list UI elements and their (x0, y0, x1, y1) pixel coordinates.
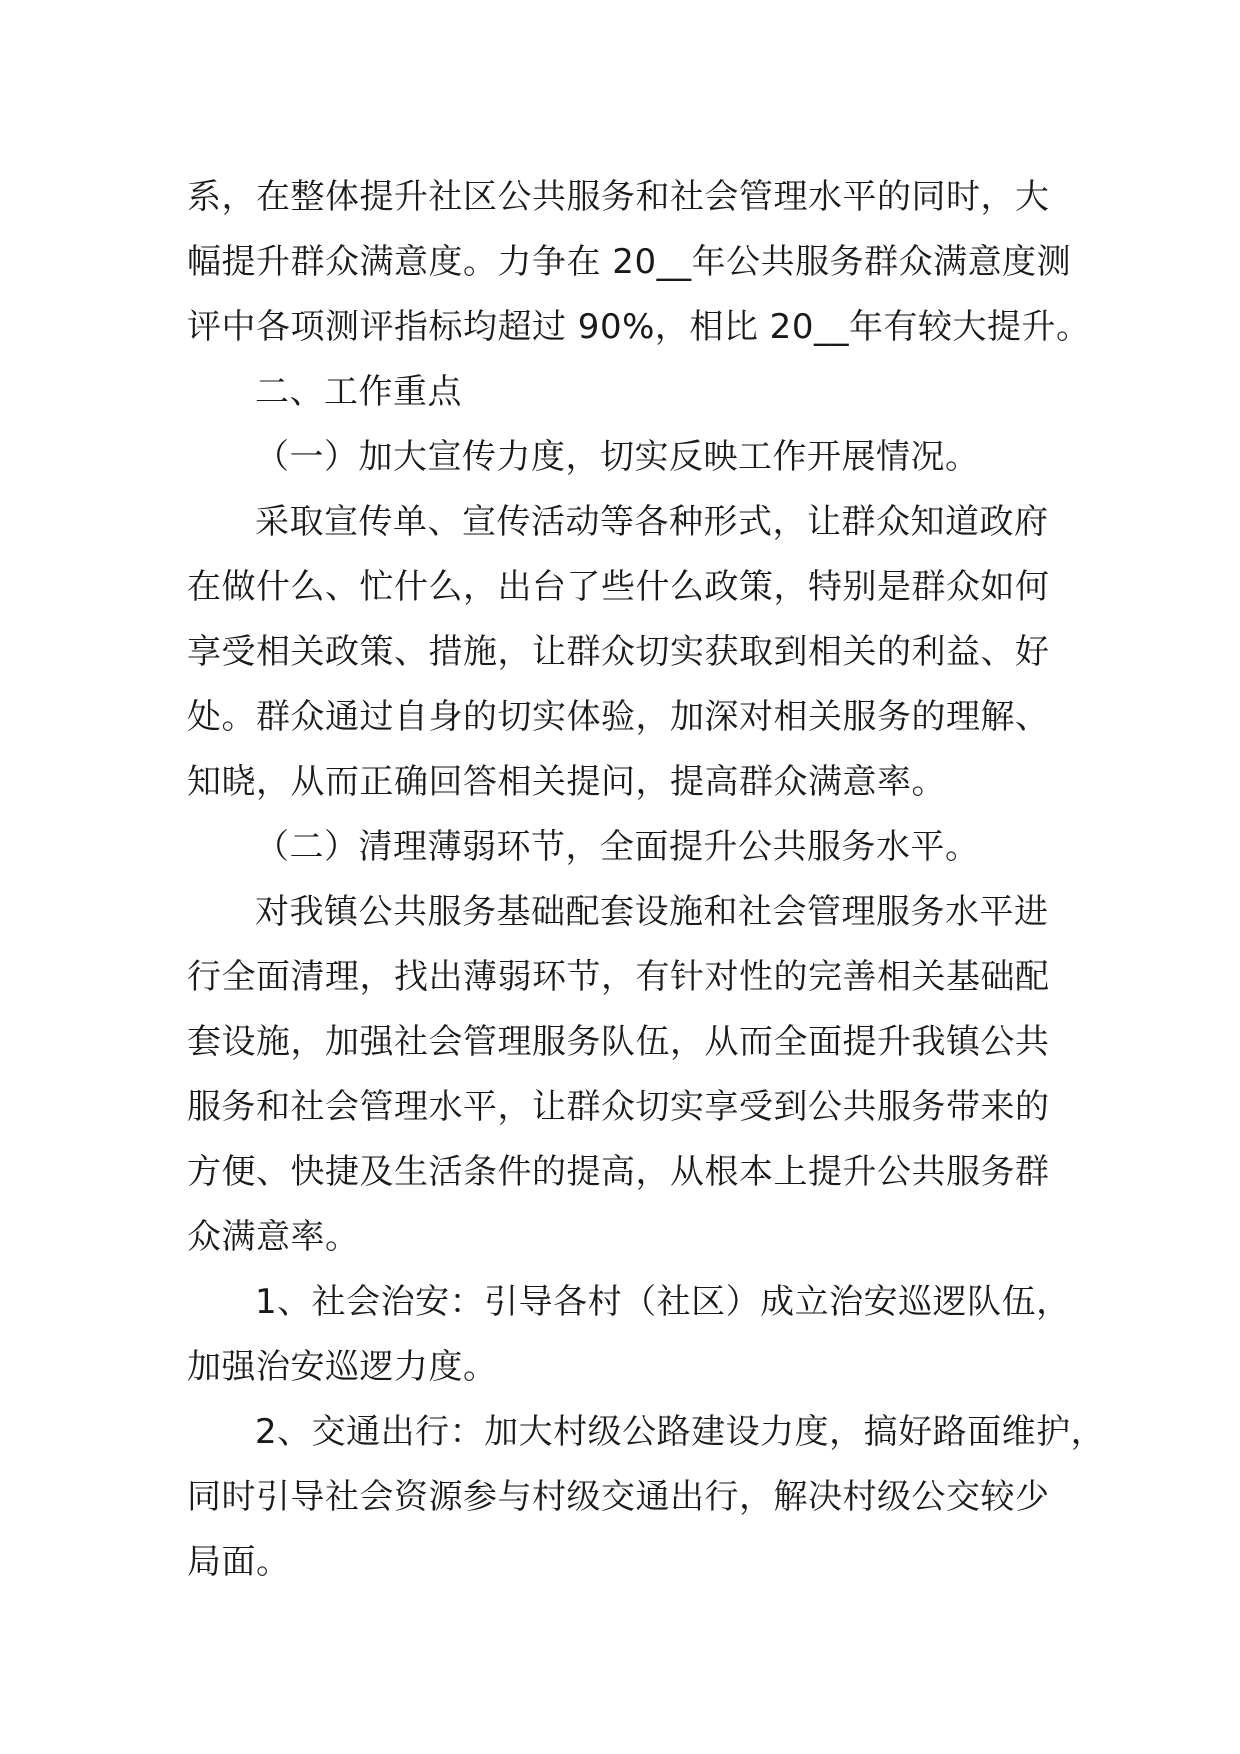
subsection-heading: （一）加大宣传力度，切实反映工作开展情况。 (255, 437, 980, 477)
paragraph-line: 服务和社会管理水平，让群众切实享受到公共服务带来的 (187, 1087, 1050, 1127)
paragraph-line: 在做什么、忙什么，出台了些什么政策，特别是群众如何 (187, 567, 1050, 607)
paragraph-line: 享受相关政策、措施，让群众切实获取到相关的利益、好 (187, 632, 1050, 672)
section-heading: 二、工作重点 (255, 372, 462, 412)
list-item: 2、交通出行：加大村级公路建设力度，搞好路面维护， (255, 1412, 1106, 1452)
paragraph-line: 采取宣传单、宣传活动等各种形式，让群众知道政府 (255, 502, 1049, 542)
paragraph-line: 行全面清理，找出薄弱环节，有针对性的完善相关基础配 (187, 957, 1050, 997)
document-body (187, 165, 1106, 1595)
paragraph-line: 评中各项测评指标均超过 90%，相比 20__年有较大提升。 (187, 307, 1091, 347)
list-item: 1、社会治安：引导各村（社区）成立治安巡逻队伍， (255, 1282, 1071, 1322)
subsection-heading: （二）清理薄弱环节，全面提升公共服务水平。 (255, 827, 980, 867)
paragraph-line: 众满意率。 (187, 1217, 360, 1257)
paragraph-line: 系，在整体提升社区公共服务和社会管理水平的同时，大 (187, 177, 1050, 217)
paragraph-line: 幅提升群众满意度。力争在 20__年公共服务群众满意度测 (187, 242, 1072, 282)
paragraph-line: 方便、快捷及生活条件的提高，从根本上提升公共服务群 (187, 1152, 1050, 1192)
paragraph-line: 局面。 (187, 1542, 291, 1582)
paragraph-line: 同时引导社会资源参与村级交通出行，解决村级公交较少 (187, 1477, 1050, 1517)
paragraph-line: 知晓，从而正确回答相关提问，提高群众满意率。 (187, 762, 946, 802)
paragraph-line: 对我镇公共服务基础配套设施和社会管理服务水平进 (255, 892, 1049, 932)
paragraph-line: 加强治安巡逻力度。 (187, 1347, 498, 1387)
paragraph-line: 套设施，加强社会管理服务队伍，从而全面提升我镇公共 (187, 1022, 1050, 1062)
paragraph-line: 处。群众通过自身的切实体验，加深对相关服务的理解、 (187, 697, 1050, 737)
